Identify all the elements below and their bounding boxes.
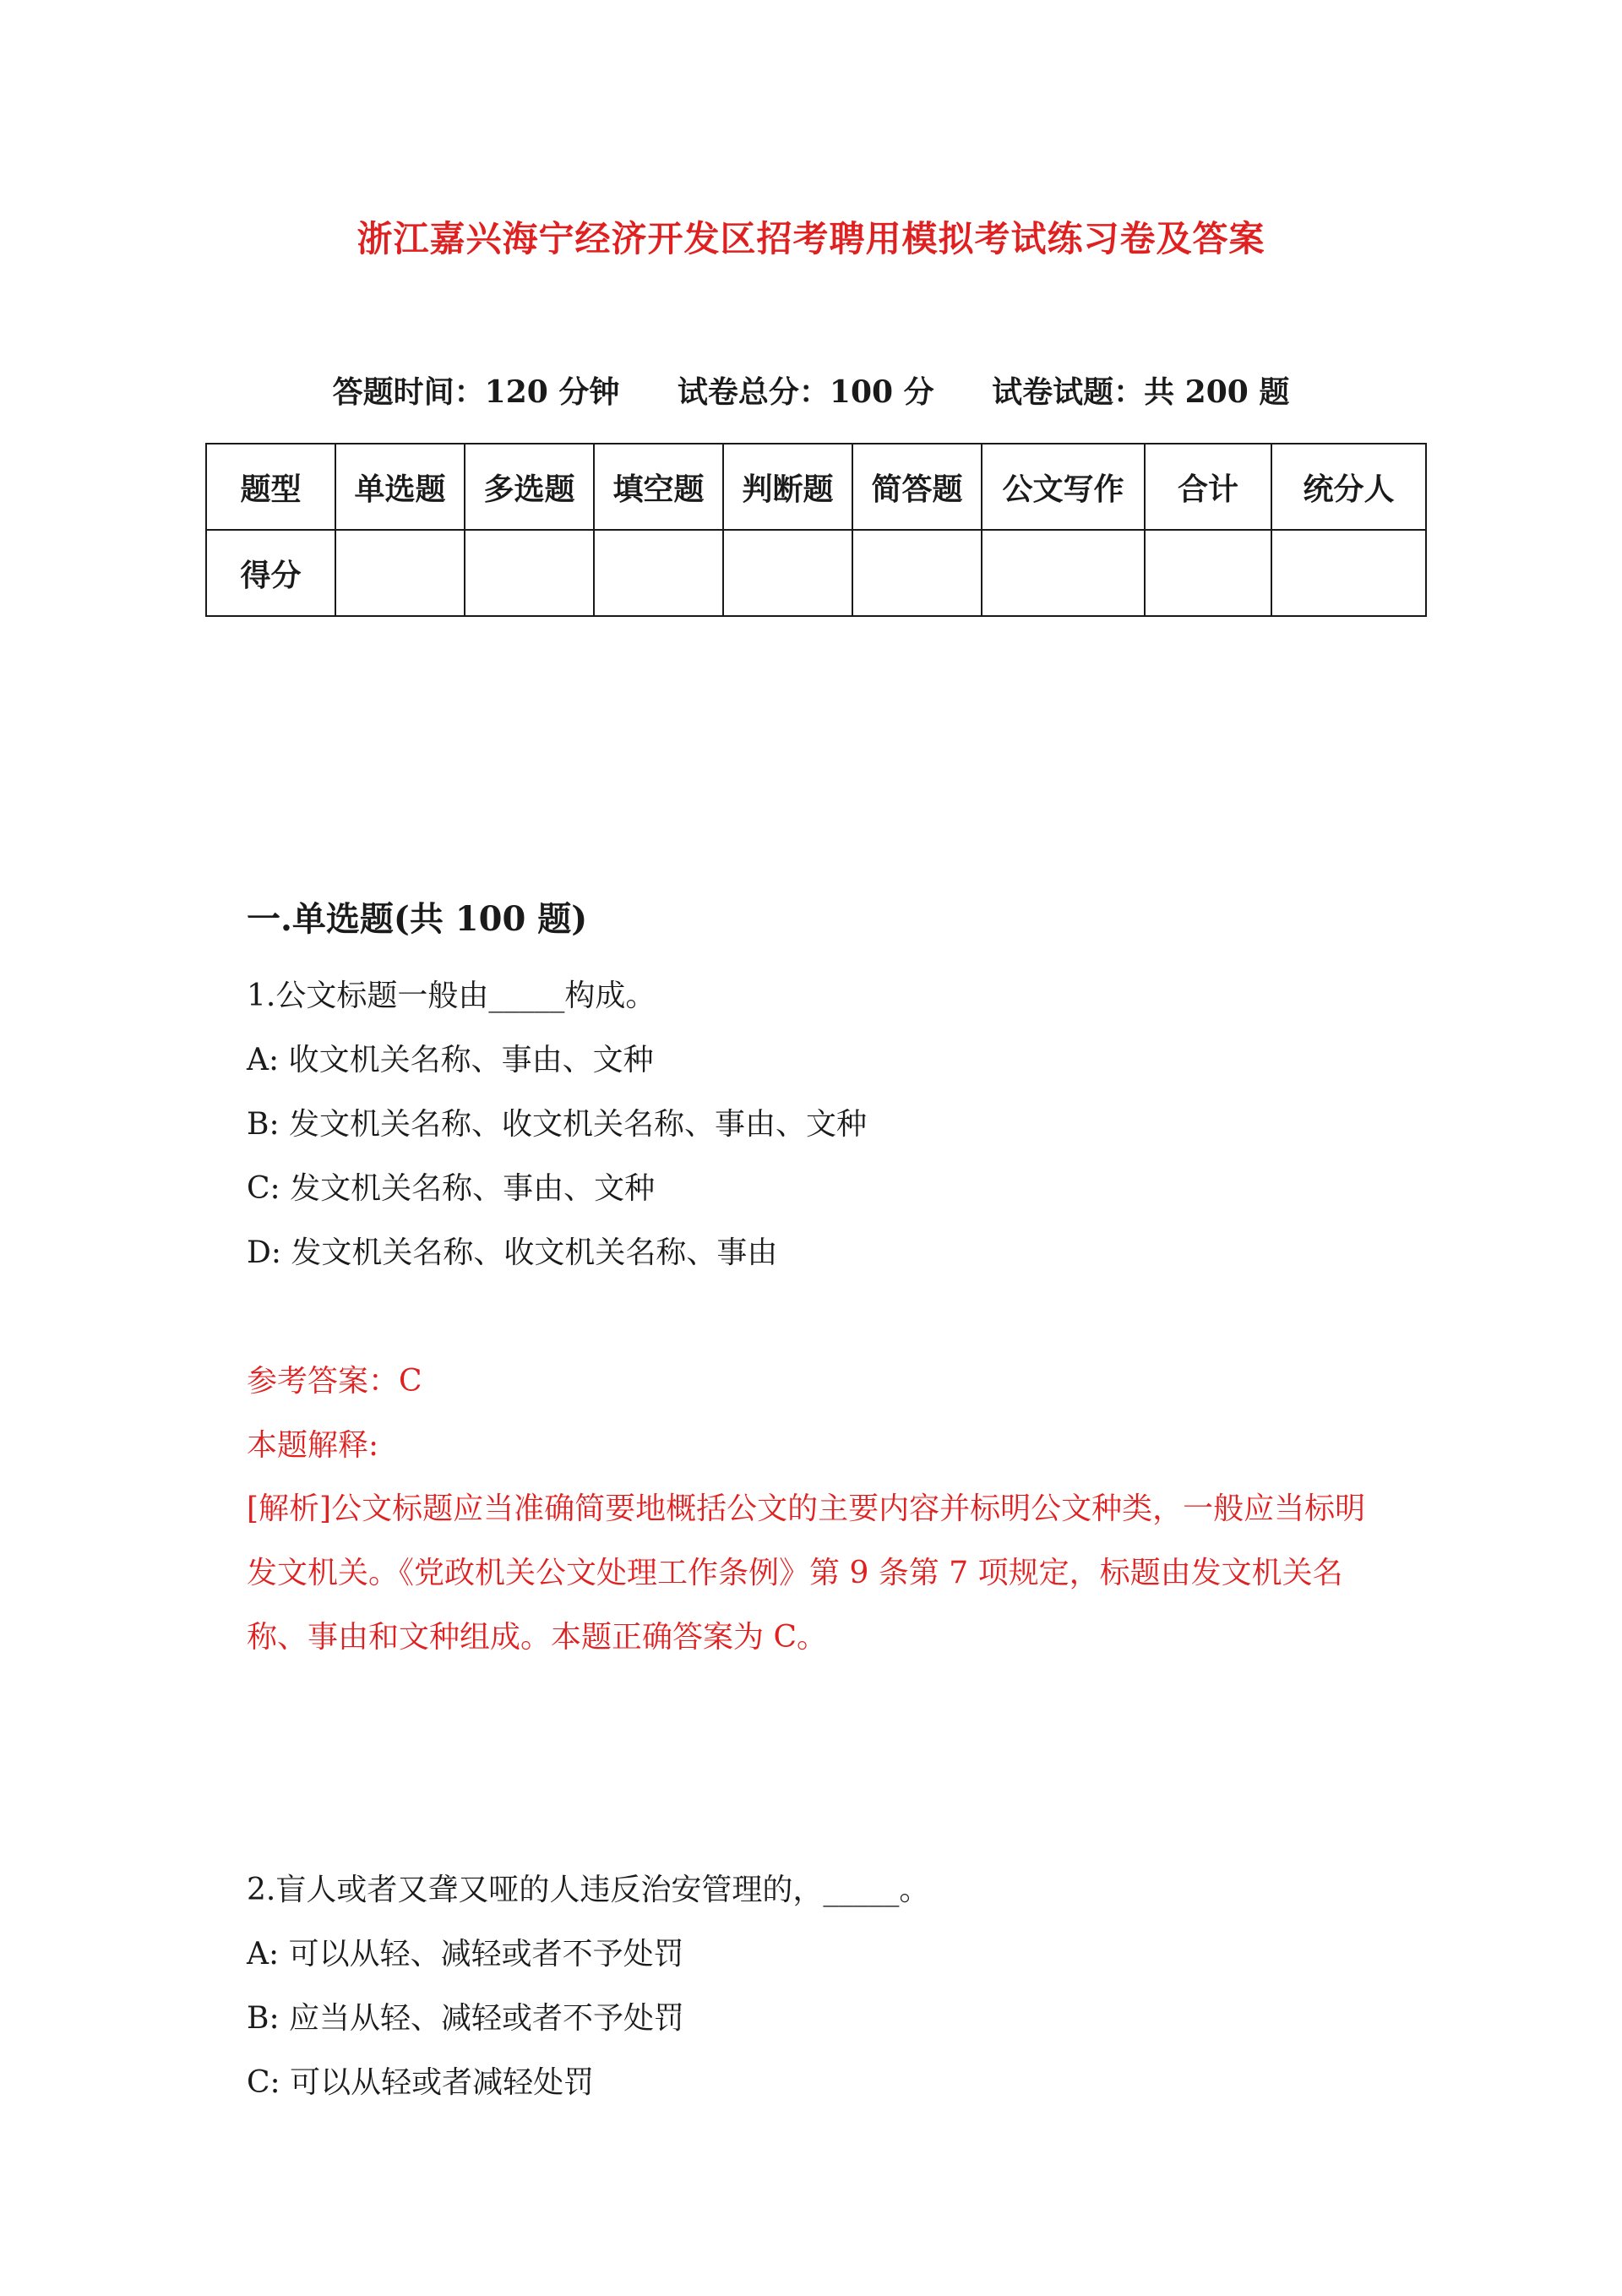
score-row-label: 得分 <box>206 530 335 616</box>
score-cell <box>1271 530 1426 616</box>
exam-meta <box>0 368 1622 412</box>
score-table <box>205 443 1427 617</box>
header-cell: 单选题 <box>335 444 465 530</box>
score-cell <box>1145 530 1271 616</box>
header-cell: 统分人 <box>1271 444 1426 530</box>
score-table-header-row <box>206 444 1426 530</box>
exam-question-count: 试卷试题：共 200 题 <box>992 374 1290 410</box>
section-title: 一.单选题(共 100 题) <box>247 899 588 939</box>
question-option: A: 收文机关名称、事由、文种 <box>247 1043 654 1077</box>
score-cell <box>982 530 1145 616</box>
header-cell: 合计 <box>1145 444 1271 530</box>
question-stem: 2.盲人或者又聋又哑的人违反治安管理的，_____。 <box>247 1873 930 1907</box>
header-cell: 填空题 <box>594 444 723 530</box>
exam-total-score: 试卷总分：100 分 <box>677 374 934 410</box>
explanation-label: 本题解释: <box>247 1428 379 1463</box>
header-cell: 判断题 <box>723 444 852 530</box>
question-option: C: 可以从轻或者减轻处罚 <box>247 2065 595 2100</box>
header-cell: 题型 <box>206 444 335 530</box>
header-cell: 多选题 <box>465 444 594 530</box>
reference-answer: 参考答案：C <box>247 1364 422 1399</box>
explanation-text: [解析]公文标题应当准确简要地概括公文的主要内容并标明公文种类，一般应当标明发文机关。《党政机关公文处理工作条例》第 9 条第 7 项规定，标题由发文机关名称、事由和文种组成。本题正确答案为 C。 <box>247 1492 1366 1655</box>
question-option: A: 可以从轻、减轻或者不予处罚 <box>247 1937 684 1972</box>
score-cell <box>594 530 723 616</box>
page-title: 浙江嘉兴海宁经济开发区招考聘用模拟考试练习卷及答案 <box>357 218 1265 259</box>
score-cell <box>852 530 982 616</box>
question-stem: 1.公文标题一般由_____构成。 <box>247 979 656 1013</box>
header-cell: 简答题 <box>852 444 982 530</box>
score-cell <box>723 530 852 616</box>
exam-time: 答题时间：120 分钟 <box>332 374 620 410</box>
score-cell <box>465 530 594 616</box>
score-table-score-row <box>206 530 1426 616</box>
question-option: B: 应当从轻、减轻或者不予处罚 <box>247 2001 685 2036</box>
question-option: B: 发文机关名称、收文机关名称、事由、文种 <box>247 1107 868 1142</box>
header-cell: 公文写作 <box>982 444 1145 530</box>
question-option: C: 发文机关名称、事由、文种 <box>247 1171 656 1206</box>
question-option: D: 发文机关名称、收文机关名称、事由 <box>247 1235 778 1270</box>
score-cell <box>335 530 465 616</box>
